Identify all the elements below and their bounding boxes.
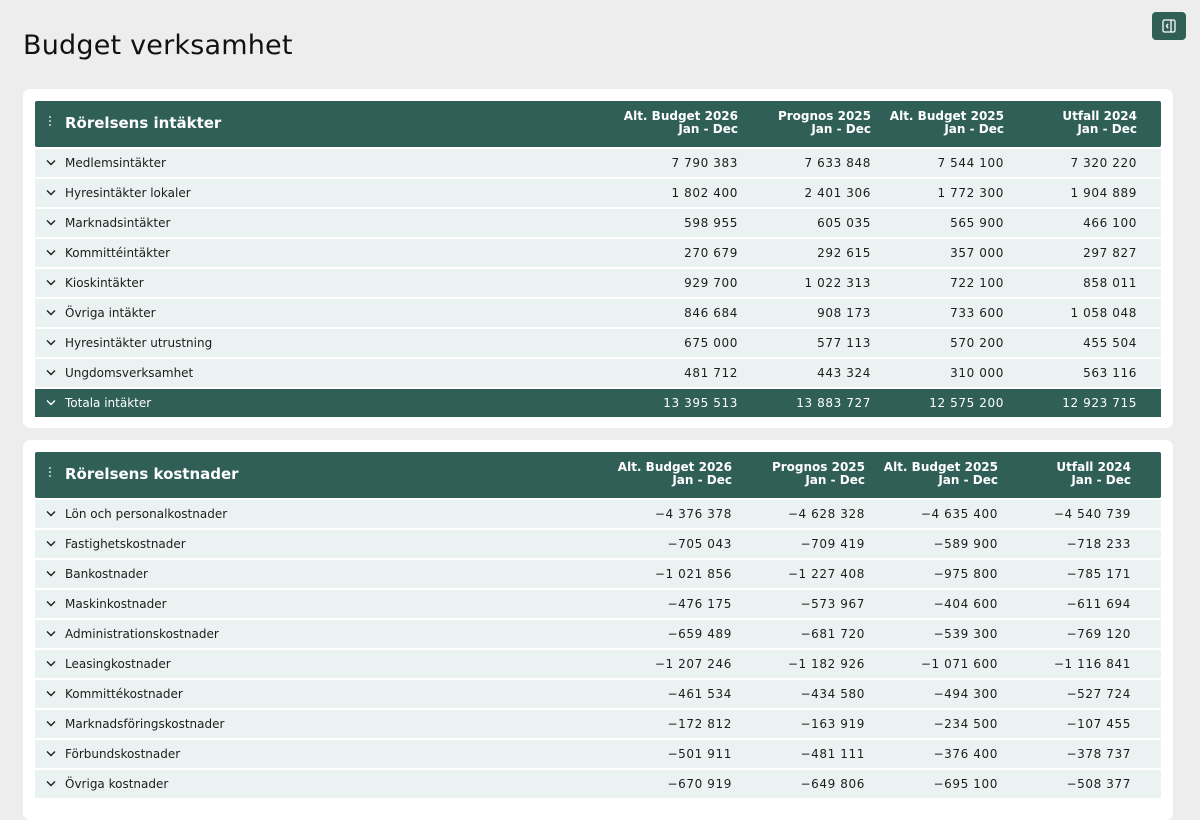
row-value: −539 300 [933, 627, 998, 641]
row-value: 598 955 [684, 216, 738, 230]
row-value: 565 900 [950, 216, 1004, 230]
row-value: 908 173 [817, 306, 871, 320]
row-value: −975 800 [933, 567, 998, 581]
row-label: Övriga kostnader [65, 777, 169, 791]
table-row[interactable] [35, 239, 1161, 267]
table-row[interactable] [35, 329, 1161, 357]
row-value: 2 401 306 [804, 186, 871, 200]
table-row[interactable] [35, 209, 1161, 237]
row-value: −1 227 408 [787, 567, 865, 581]
row-value: 13 395 513 [663, 396, 738, 410]
row-value: −501 911 [667, 747, 732, 761]
table-row[interactable] [35, 650, 1161, 678]
row-label: Hyresintäkter lokaler [65, 186, 191, 200]
chevron-down-icon[interactable] [46, 570, 56, 577]
row-value: 733 600 [950, 306, 1004, 320]
costs-card [23, 440, 1173, 820]
row-value: 466 100 [1083, 216, 1137, 230]
row-value: 1 802 400 [671, 186, 738, 200]
chevron-down-icon[interactable] [46, 690, 56, 697]
section-title: Rörelsens intäkter [65, 114, 222, 132]
chevron-down-icon[interactable] [46, 189, 56, 196]
table-row[interactable] [35, 149, 1161, 177]
row-label: Lön och personalkostnader [65, 507, 228, 521]
row-label: Förbundskostnader [65, 747, 181, 761]
chevron-down-icon[interactable] [46, 159, 56, 166]
chevron-down-icon[interactable] [46, 249, 56, 256]
row-value: −434 580 [800, 687, 865, 701]
row-value: 1 022 313 [804, 276, 871, 290]
row-value: −494 300 [933, 687, 998, 701]
table-row[interactable] [35, 269, 1161, 297]
costs-table-header [35, 452, 1161, 498]
row-value: −1 021 856 [654, 567, 732, 581]
row-value: 929 700 [684, 276, 738, 290]
row-value: 270 679 [684, 246, 738, 260]
row-value: 846 684 [684, 306, 738, 320]
row-value: −705 043 [667, 537, 732, 551]
chevron-down-icon[interactable] [46, 600, 56, 607]
table-row[interactable] [35, 710, 1161, 738]
row-value: −376 400 [933, 747, 998, 761]
row-label: Kommittékostnader [65, 687, 183, 701]
row-value: 7 544 100 [937, 156, 1004, 170]
chevron-down-icon[interactable] [46, 339, 56, 346]
row-value: −769 120 [1066, 627, 1131, 641]
chevron-down-icon[interactable] [46, 630, 56, 637]
table-row[interactable] [35, 590, 1161, 618]
drag-handle-icon[interactable] [47, 467, 53, 483]
row-value: 443 324 [817, 366, 871, 380]
row-value: −476 175 [667, 597, 732, 611]
table-row[interactable] [35, 530, 1161, 558]
row-label: Maskinkostnader [65, 597, 167, 611]
row-value: 858 011 [1083, 276, 1137, 290]
row-value: −1 182 926 [787, 657, 865, 671]
table-row[interactable] [35, 359, 1161, 387]
chevron-down-icon[interactable] [46, 750, 56, 757]
page-title: Budget verksamhet [23, 30, 293, 61]
row-value: −4 628 328 [787, 507, 865, 521]
chevron-down-icon[interactable] [46, 309, 56, 316]
row-label: Totala intäkter [65, 396, 152, 410]
column-header: Utfall 2024 Jan - Dec [1056, 460, 1131, 487]
row-value: −709 419 [800, 537, 865, 551]
row-value: 310 000 [950, 366, 1004, 380]
chevron-down-icon[interactable] [46, 720, 56, 727]
row-value: −649 806 [800, 777, 865, 791]
row-label: Administrationskostnader [65, 627, 219, 641]
row-value: −718 233 [1066, 537, 1131, 551]
column-header: Prognos 2025 Jan - Dec [777, 109, 871, 136]
row-value: −172 812 [667, 717, 732, 731]
chevron-down-icon[interactable] [46, 279, 56, 286]
row-label: Övriga intäkter [65, 306, 156, 320]
row-value: −378 737 [1066, 747, 1131, 761]
row-value: −508 377 [1066, 777, 1131, 791]
row-value: 7 320 220 [1070, 156, 1137, 170]
row-value: −785 171 [1066, 567, 1131, 581]
row-value: 1 772 300 [937, 186, 1004, 200]
total-row[interactable] [35, 389, 1161, 417]
row-value: −1 116 841 [1053, 657, 1131, 671]
row-value: 297 827 [1083, 246, 1137, 260]
row-value: −404 600 [933, 597, 998, 611]
row-value: −4 540 739 [1053, 507, 1131, 521]
column-header: Alt. Budget 2025 Jan - Dec [883, 460, 998, 487]
row-value: 722 100 [950, 276, 1004, 290]
table-row[interactable] [35, 740, 1161, 768]
table-row[interactable] [35, 560, 1161, 588]
panel-toggle-button[interactable] [1152, 12, 1186, 40]
chevron-down-icon[interactable] [46, 780, 56, 787]
row-value: −589 900 [933, 537, 998, 551]
drag-handle-icon[interactable] [47, 116, 53, 132]
table-row[interactable] [35, 770, 1161, 798]
row-value: −107 455 [1066, 717, 1131, 731]
income-table-header [35, 101, 1161, 147]
row-value: −695 100 [933, 777, 998, 791]
chevron-down-icon[interactable] [46, 369, 56, 376]
row-value: 12 575 200 [929, 396, 1004, 410]
row-value: 1 904 889 [1070, 186, 1137, 200]
row-value: 292 615 [817, 246, 871, 260]
row-value: 7 790 383 [671, 156, 738, 170]
row-value: 7 633 848 [804, 156, 871, 170]
panel-collapse-icon [1162, 19, 1176, 33]
chevron-down-icon[interactable] [46, 660, 56, 667]
chevron-down-icon[interactable] [46, 399, 56, 406]
row-value: −163 919 [800, 717, 865, 731]
section-title: Rörelsens kostnader [65, 465, 239, 483]
row-value: −681 720 [800, 627, 865, 641]
row-value: 1 058 048 [1070, 306, 1137, 320]
row-label: Hyresintäkter utrustning [65, 336, 213, 350]
row-value: −659 489 [667, 627, 732, 641]
column-header: Alt. Budget 2026 Jan - Dec [623, 109, 738, 136]
row-label: Ungdomsverksamhet [65, 366, 194, 380]
chevron-down-icon[interactable] [46, 510, 56, 517]
row-value: −461 534 [667, 687, 732, 701]
row-value: −1 071 600 [920, 657, 998, 671]
chevron-down-icon[interactable] [46, 540, 56, 547]
table-row[interactable] [35, 299, 1161, 327]
row-value: 570 200 [950, 336, 1004, 350]
row-value: 675 000 [684, 336, 738, 350]
row-value: −234 500 [933, 717, 998, 731]
row-value: 605 035 [817, 216, 871, 230]
row-label: Kommittéintäkter [65, 246, 171, 260]
row-value: −527 724 [1066, 687, 1131, 701]
row-value: 481 712 [684, 366, 738, 380]
row-value: 455 504 [1083, 336, 1137, 350]
table-row[interactable] [35, 179, 1161, 207]
table-row[interactable] [35, 500, 1161, 528]
row-label: Medlemsintäkter [65, 156, 166, 170]
row-value: 563 116 [1083, 366, 1137, 380]
row-value: −481 111 [800, 747, 865, 761]
column-header: Prognos 2025 Jan - Dec [771, 460, 865, 487]
costs-table [35, 452, 1161, 798]
row-value: −4 635 400 [920, 507, 998, 521]
row-value: 12 923 715 [1062, 396, 1137, 410]
chevron-down-icon[interactable] [46, 219, 56, 226]
row-label: Kioskintäkter [65, 276, 144, 290]
row-label: Fastighetskostnader [65, 537, 186, 551]
row-value: 13 883 727 [796, 396, 871, 410]
row-value: 357 000 [950, 246, 1004, 260]
column-header: Utfall 2024 Jan - Dec [1062, 109, 1137, 136]
row-label: Marknadsintäkter [65, 216, 171, 230]
row-value: −573 967 [800, 597, 865, 611]
table-row[interactable] [35, 620, 1161, 648]
row-value: −4 376 378 [654, 507, 732, 521]
row-value: −611 694 [1066, 597, 1131, 611]
column-header: Alt. Budget 2026 Jan - Dec [617, 460, 732, 487]
row-label: Leasingkostnader [65, 657, 171, 671]
row-label: Bankostnader [65, 567, 148, 581]
row-value: −1 207 246 [654, 657, 732, 671]
row-label: Marknadsföringskostnader [65, 717, 225, 731]
table-row[interactable] [35, 680, 1161, 708]
income-table [35, 101, 1161, 417]
income-card [23, 89, 1173, 428]
column-header: Alt. Budget 2025 Jan - Dec [889, 109, 1004, 136]
row-value: −670 919 [667, 777, 732, 791]
row-value: 577 113 [817, 336, 871, 350]
